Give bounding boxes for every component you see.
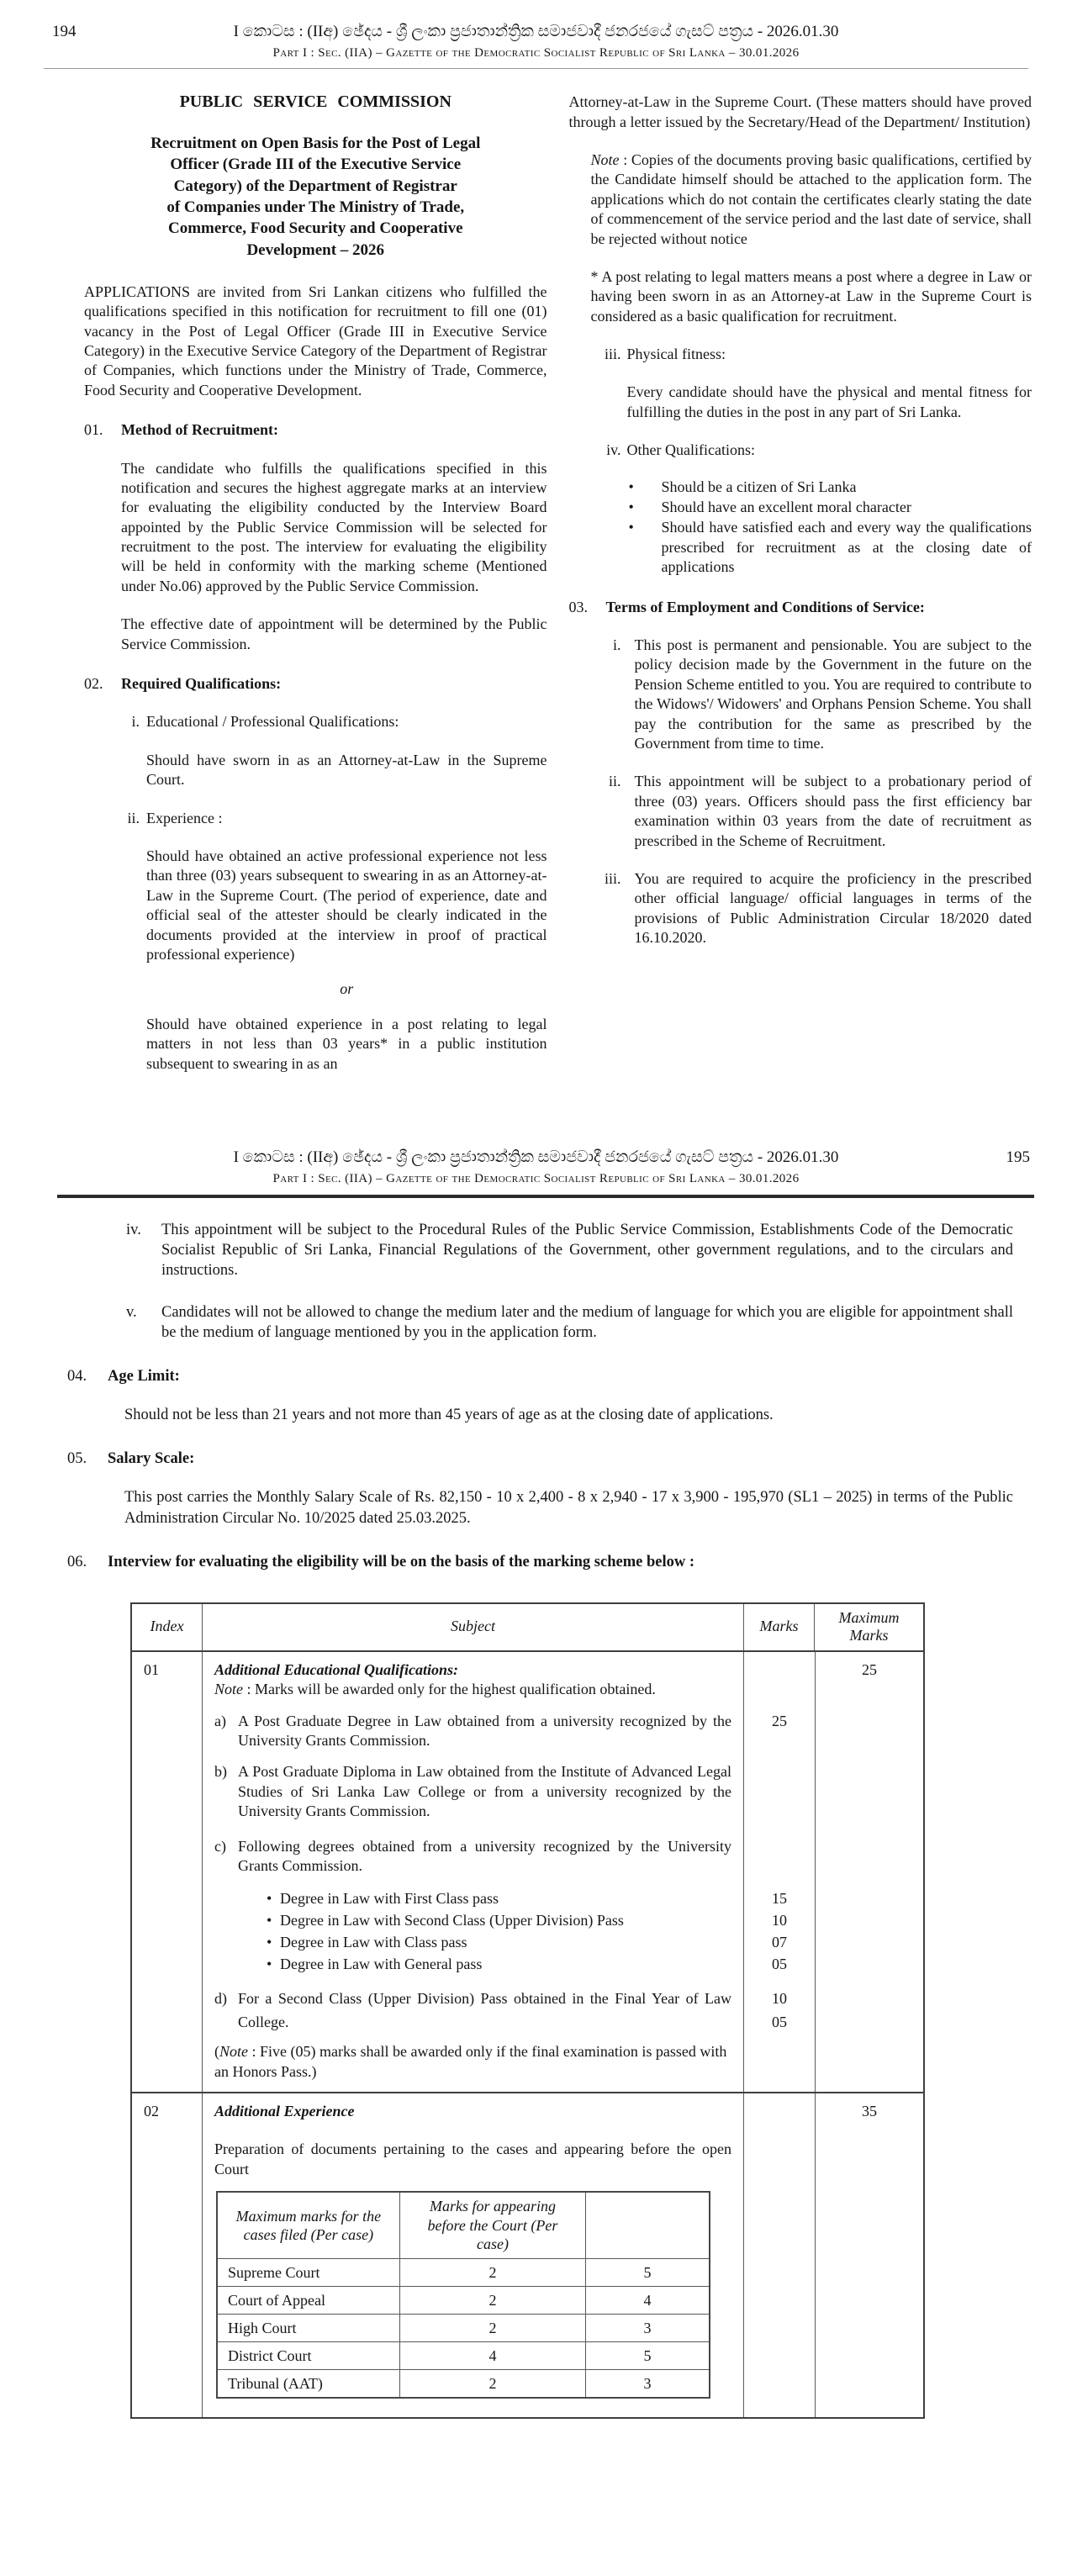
item-a: [214, 1712, 731, 1751]
row-01-title-cell: [203, 1652, 744, 1700]
degree-bullet-marks: 15: [772, 1890, 787, 1908]
court-marks-appearing: 4: [586, 2286, 710, 2314]
section-01-paragraph-1: The candidate who fulfills the qualifications specified in this notification and secures the highest aggregate marks at an interview for evaluating the eligibility conducted by the Interview Board appointed by the Public Service Commission will be selected for recruitment to the post. The interview for evaluating the eligibility will be held in conformity with the marking scheme (Mentioned under No.06) approved by the Public Service Commission.: [121, 459, 547, 594]
page-195-header: [0, 1148, 1072, 1198]
row-01-title-block: [203, 1652, 815, 1700]
section-01: [84, 420, 547, 440]
header-divider-195: [57, 1195, 1034, 1198]
terms-item-i: [569, 636, 1032, 753]
notice-subtitle-line: of Companies under The Ministry of Trade,: [166, 198, 465, 216]
court-name: Tribunal (AAT): [217, 2369, 399, 2398]
notice-subtitle-line: Officer (Grade III of the Executive Service: [170, 156, 462, 174]
bullet-icon: •: [628, 519, 634, 536]
page-number-195: 195: [1006, 1148, 1030, 1166]
court-table-row: [217, 2341, 710, 2369]
table-row-01: [132, 1652, 923, 2092]
degree-bullet-text: Degree in Law with General pass: [280, 1956, 483, 1973]
court-marks-appearing: 3: [586, 2314, 710, 2341]
item-iv-other-qualifications: [569, 441, 1032, 460]
item-d-label: d): [214, 1990, 227, 2008]
or-separator: or: [340, 980, 354, 998]
appointment-item-v: [126, 1302, 1013, 1343]
row-01-subject-and-marks: [203, 1652, 815, 2092]
appointment-item-iv-text: This appointment will be subject to the Procedural Rules of the Public Service Commission, Establishments Code of the Democratic Socialist Republic of Sri Lanka, Financial Regulations of the Government, other government regulations, and to the circulars and instructions.: [161, 1222, 1013, 1280]
court-name: Supreme Court: [217, 2258, 399, 2286]
court-marks-filed: 2: [399, 2314, 585, 2341]
degree-bullets-cell: [203, 1876, 744, 1975]
section-04-number: 04.: [67, 1368, 87, 1386]
court-table-header-filed: Maximum marks for the cases filed (Per case): [217, 2192, 399, 2258]
court-marks-filed: 4: [399, 2341, 585, 2369]
row-02-index: 02: [132, 2093, 203, 2417]
section-06-heading: Interview for evaluating the eligibility will be on the basis of the marking scheme below :: [108, 1553, 694, 1570]
item-iv-heading: Other Qualifications:: [626, 441, 755, 459]
table-header-row: [132, 1604, 923, 1652]
item-iii-body: [621, 345, 1032, 422]
bullet-icon: •: [628, 499, 634, 516]
section-05: [67, 1449, 1013, 1469]
right-column: [569, 87, 1032, 1074]
terms-item-iii-number: iii.: [604, 869, 621, 887]
item-d-cell: [203, 1975, 744, 2034]
row-01-note-label: Note: [214, 1681, 243, 1698]
degree-bullets-row: [203, 1876, 815, 1975]
row-02-title: Additional Experience: [214, 2103, 355, 2120]
item-c-row: [203, 1822, 815, 1877]
item-c-text: Following degrees obtained from a university recognized by the University Grants Commission.: [238, 1837, 731, 1874]
column-header-marks: Marks: [744, 1604, 815, 1650]
row-02-subject-cell: [203, 2093, 744, 2417]
notice-title: PUBLIC SERVICE COMMISSION: [179, 92, 452, 112]
item-i-number: i.: [131, 713, 140, 731]
gazette-header-sinhala-195: I කොටස : (IIඅ) ඡේදය - ශ්‍රී ලංකා ප්‍රජාතාන්ත්‍රික සමාජවාදී ජනරජයේ ගැසට් පත්‍රය - 2026.01.30: [233, 1148, 839, 1166]
bullet-icon: •: [267, 1890, 272, 1908]
degree-bullet: [214, 1931, 731, 1953]
item-iii-heading: Physical fitness:: [626, 346, 726, 363]
section-02-number: 02.: [84, 675, 103, 693]
row-01-marks-spacer: [744, 1652, 815, 1700]
court-name: District Court: [217, 2341, 399, 2369]
row-01-note-text: : Marks will be awarded only for the highest qualification obtained.: [243, 1681, 656, 1698]
section-05-heading: Salary Scale:: [108, 1450, 195, 1468]
item-a-label: a): [214, 1712, 226, 1729]
row-02-paragraph: Preparation of documents pertaining to the cases and appearing before the open Court: [214, 2141, 731, 2177]
item-b-marks-spacer: [744, 1750, 815, 1821]
item-c: [214, 1837, 731, 1877]
item-a-marks: 25: [772, 1712, 787, 1729]
terms-item-ii: [569, 772, 1032, 851]
row-02-subject-and-marks: [203, 2093, 815, 2417]
terms-item-iii-text: You are required to acquire the proficiency in the prescribed other official language/ official languages in terms of the provisions of Public Administration Circular 18/2020 dated 16.10.2020.: [634, 869, 1032, 947]
degree-bullet-marks: 10: [772, 1912, 787, 1929]
item-c-label: c): [214, 1837, 226, 1855]
section-02-heading: Required Qualifications:: [121, 675, 282, 693]
court-marks-appearing: 5: [586, 2341, 710, 2369]
item-i-heading: Educational / Professional Qualifications:: [146, 713, 399, 731]
court-marks-filed: 2: [399, 2286, 585, 2314]
item-b-label: b): [214, 1763, 227, 1781]
note-paragraph: [591, 150, 1032, 249]
terms-item-iii: [569, 869, 1032, 948]
section-06: [67, 1552, 1013, 1572]
row-01-footnote-row: [203, 2034, 815, 2092]
court-marks-appearing: 3: [586, 2369, 710, 2398]
court-table-row: [217, 2369, 710, 2398]
section-01-number: 01.: [84, 421, 103, 439]
court-name: High Court: [217, 2314, 399, 2341]
row-01-footnote-marks-spacer: [744, 2034, 815, 2092]
terms-item-i-text: This post is permanent and pensionable. You are subject to the policy decision made by the Government in the future on the Pension Scheme entitled to you. You are required to contribute to the Widows'/ Widowers' and Orphans Pension Scheme. You shall pay the contribution for the same as prescribed by the Government from time to time.: [634, 636, 1032, 752]
bullet-text: Should have satisfied each and every way the qualifications prescribed for recruitment as at the closing date of applications: [661, 519, 1032, 576]
table-row-02: [132, 2092, 923, 2417]
degree-bullet: [214, 1953, 731, 1975]
item-ii-number: ii.: [127, 809, 140, 826]
notice-subtitle-line: Recruitment on Open Basis for the Post of Legal: [151, 135, 481, 153]
intro-paragraph: APPLICATIONS are invited from Sri Lankan citizens who fulfilled the qualifications specified in this notification for recruitment to fill one (01) vacancy in the Post of Legal Officer (Grade III in Executive Service Category) in the Executive Service Category of the Department of Registrar of Companies, which functions under the Ministry of Trade, Commerce, Food Security and Cooperative Development.: [84, 282, 547, 399]
item-ii-paragraph-2: Should have obtained experience in a post relating to legal matters in not less than 03 years* in a public institution subsequent to swearing in as an: [146, 1015, 547, 1072]
court-table-header-appearing: Marks for appearing before the Court (Per case): [399, 2192, 585, 2258]
column-header-maximum-marks: Maximum Marks: [838, 1608, 900, 1644]
row-02-maximum-marks: 35: [815, 2093, 923, 2417]
section-01-paragraph-2: The effective date of appointment will be determined by the Public Service Commission.: [121, 615, 547, 652]
row-01-footnote-cell: [203, 2034, 744, 2092]
item-a-row: [203, 1700, 815, 1751]
section-04-heading: Age Limit:: [108, 1368, 180, 1386]
marking-scheme-table: [130, 1602, 925, 2419]
column-header-index: Index: [132, 1604, 203, 1650]
footnote-label: Note: [219, 2043, 248, 2061]
section-01-heading: Method of Recruitment:: [121, 421, 278, 439]
bullet-item: [629, 518, 1032, 577]
terms-item-i-number: i.: [612, 636, 621, 653]
appointment-item-iv: [126, 1220, 1013, 1280]
court-table-header-empty: [586, 2192, 710, 2258]
section-03-heading: Terms of Employment and Conditions of Service:: [605, 598, 925, 615]
left-column: [84, 87, 547, 1074]
item-c-marks-spacer: [744, 1822, 815, 1877]
page-194-header: [0, 0, 1072, 69]
continuation-paragraph: Attorney-at-Law in the Supreme Court. (These matters should have proved through a letter issued by the Secretary/Head of the Department/ Institution): [568, 93, 1032, 130]
bullet-item: [629, 478, 1032, 497]
degree-bullet-marks: 07: [772, 1934, 787, 1951]
note-label: Note: [590, 150, 620, 168]
item-d: [214, 1987, 731, 2034]
bullet-text: Should have an excellent moral character: [661, 499, 911, 516]
section-05-number: 05.: [67, 1450, 87, 1468]
item-d-text: For a Second Class (Upper Division) Pass obtained in the Final Year of Law College.: [238, 1990, 731, 2031]
court-table-row: [217, 2258, 710, 2286]
item-b-text: A Post Graduate Diploma in Law obtained from the Institute of Advanced Legal Studies of Sri Lanka Law College or from a university recognized by the University Grants Commission.: [238, 1763, 731, 1820]
court-name: Court of Appeal: [217, 2286, 399, 2314]
item-i-body: [146, 712, 547, 789]
bullet-icon: •: [267, 1956, 272, 1973]
asterisk-definition-paragraph: * A post relating to legal matters means a post where a degree in Law or having been sworn in as an Attorney-at Law in the Supreme Court is considered as a basic qualification for recruitment.: [590, 267, 1032, 325]
court-table-row: [217, 2314, 710, 2341]
degree-bullet-text: Degree in Law with Class pass: [280, 1934, 467, 1951]
court-table-row: [217, 2286, 710, 2314]
bullet-icon: •: [267, 1912, 272, 1929]
notice-subtitle-line: Commerce, Food Security and Cooperative: [167, 219, 463, 238]
item-ii-paragraph-1: Should have obtained an active professional experience not less than three (03) years subsequent to swearing in as an Attorney-at-Law in the Supreme Court. (The period of experience, date and official seal of the attester should be clearly indicated in the documents provided at the interview in proof of practical professional experience): [146, 847, 547, 963]
item-c-cell: [203, 1822, 744, 1877]
court-marks-appearing: 5: [586, 2258, 710, 2286]
item-ii-experience: [121, 809, 547, 1074]
item-d-marks: [744, 1975, 815, 2034]
gazette-header-sinhala-194: I කොටස : (IIඅ) ඡේදය - ශ්‍රී ලංකා ප්‍රජාතාන්ත්‍රික සමාජවාදී ජනරජයේ ගැසට් පත්‍රය - 2026.01.30: [233, 23, 839, 40]
item-a-cell: [203, 1700, 744, 1751]
notice-subtitle-line: Development – 2026: [246, 240, 385, 259]
item-a-text: A Post Graduate Degree in Law obtained from a university recognized by the University Grants Commission.: [238, 1712, 731, 1749]
item-b-row: [203, 1750, 815, 1821]
row-01-maximum-marks: 25: [815, 1652, 923, 2092]
degree-bullet-text: Degree in Law with Second Class (Upper Division) Pass: [280, 1912, 624, 1929]
item-d-marks-1: 10: [772, 1990, 787, 2008]
item-b-cell: [203, 1750, 744, 1821]
degree-bullet-text: Degree in Law with First Class pass: [280, 1890, 499, 1908]
bullet-item: [629, 498, 1032, 517]
item-i-educational: [121, 712, 547, 789]
degree-bullets-marks: [744, 1876, 815, 1975]
notice-subtitle: [84, 133, 547, 261]
appointment-item-iv-number: iv.: [126, 1222, 141, 1239]
row-01-index: 01: [132, 1652, 203, 2092]
section-05-body: This post carries the Monthly Salary Scale of Rs. 82,150 - 10 x 2,400 - 8 x 2,940 - 17 x 3,900 - 195,970 (SL1 – 2025) in terms of the Public Administration Circular No. 10/2025 dated 25.03.2025.: [124, 1489, 1013, 1527]
section-03-number: 03.: [568, 598, 588, 615]
section-04: [67, 1366, 1013, 1386]
item-ii-body: [146, 809, 547, 1074]
court-marks-filed: 2: [399, 2369, 585, 2398]
gazette-header-english-194: Part I : Sec. (IIA) – Gazette of the Democratic Socialist Republic of Sri Lanka – 30.01.2026: [272, 45, 800, 60]
bullet-icon: •: [267, 1934, 272, 1951]
row-02-content-row: [203, 2093, 815, 2417]
bullet-icon: •: [628, 478, 634, 495]
item-b: [214, 1762, 731, 1821]
item-d-marks-2: 05: [772, 2014, 787, 2031]
gazette-header-english-195: Part I : Sec. (IIA) – Gazette of the Democratic Socialist Republic of Sri Lanka – 30.01.2026: [272, 1171, 800, 1185]
header-divider-194: [44, 68, 1028, 69]
row-01-title: Additional Educational Qualifications:: [214, 1660, 459, 1678]
appointment-item-v-number: v.: [126, 1304, 137, 1322]
bullet-text: Should be a citizen of Sri Lanka: [661, 478, 857, 495]
terms-item-ii-text: This appointment will be subject to a probationary period of three (03) years. Officers should pass the first efficiency bar examination within 03 years from the date of recruitment as prescribed in the Scheme of Recruitment.: [634, 773, 1032, 849]
item-iii-physical-fitness: [569, 345, 1032, 422]
row-02-marks-spacer: [744, 2093, 815, 2417]
section-06-number: 06.: [67, 1553, 87, 1570]
court-marks-table: [216, 2191, 710, 2399]
terms-item-ii-number: ii.: [608, 773, 621, 790]
degree-bullet: [214, 1887, 731, 1909]
degree-bullet-marks: 05: [772, 1956, 787, 1973]
footnote-text: : Five (05) marks shall be awarded only if the final examination is passed with an Honors Pass.): [214, 2043, 727, 2080]
column-header-subject: Subject: [203, 1604, 744, 1650]
court-marks-filed: 2: [399, 2258, 585, 2286]
item-iii-number: iii.: [604, 346, 621, 363]
note-text: : Copies of the documents proving basic qualifications, certified by the Candidate himself should be attached to the application form. The applications which do not contain the certificates clearly stating the date of commencement of the service period and the last date of service, shall be rejected without notice: [590, 150, 1032, 247]
section-04-body: Should not be less than 21 years and not more than 45 years of age as at the closing date of applications.: [124, 1407, 774, 1424]
page-194-columns: [0, 69, 1072, 1074]
row-01-note: [214, 1680, 731, 1699]
item-ii-heading: Experience :: [146, 809, 223, 826]
page-number-194: 194: [52, 23, 77, 40]
degree-bullet: [214, 1909, 731, 1931]
appointment-item-v-text: Candidates will not be allowed to change the medium later and the medium of language for which you are eligible for appointment shall be the medium of language mentioned by you in the application form.: [161, 1304, 1013, 1342]
item-d-row: [203, 1975, 815, 2034]
item-iii-paragraph: Every candidate should have the physical and mental fitness for fulfilling the duties in the post in any part of Sri Lanka.: [626, 383, 1032, 420]
footnote-open-paren: (: [214, 2043, 219, 2061]
notice-subtitle-line: Category) of the Department of Registrar: [173, 177, 457, 195]
court-table-header-row: [217, 2192, 710, 2258]
item-iv-number: iv.: [606, 441, 621, 459]
item-iv-bullet-list: [569, 478, 1032, 578]
section-02: [84, 674, 547, 694]
section-03: [569, 598, 1032, 617]
item-i-paragraph: Should have sworn in as an Attorney-at-Law in the Supreme Court.: [146, 751, 547, 789]
